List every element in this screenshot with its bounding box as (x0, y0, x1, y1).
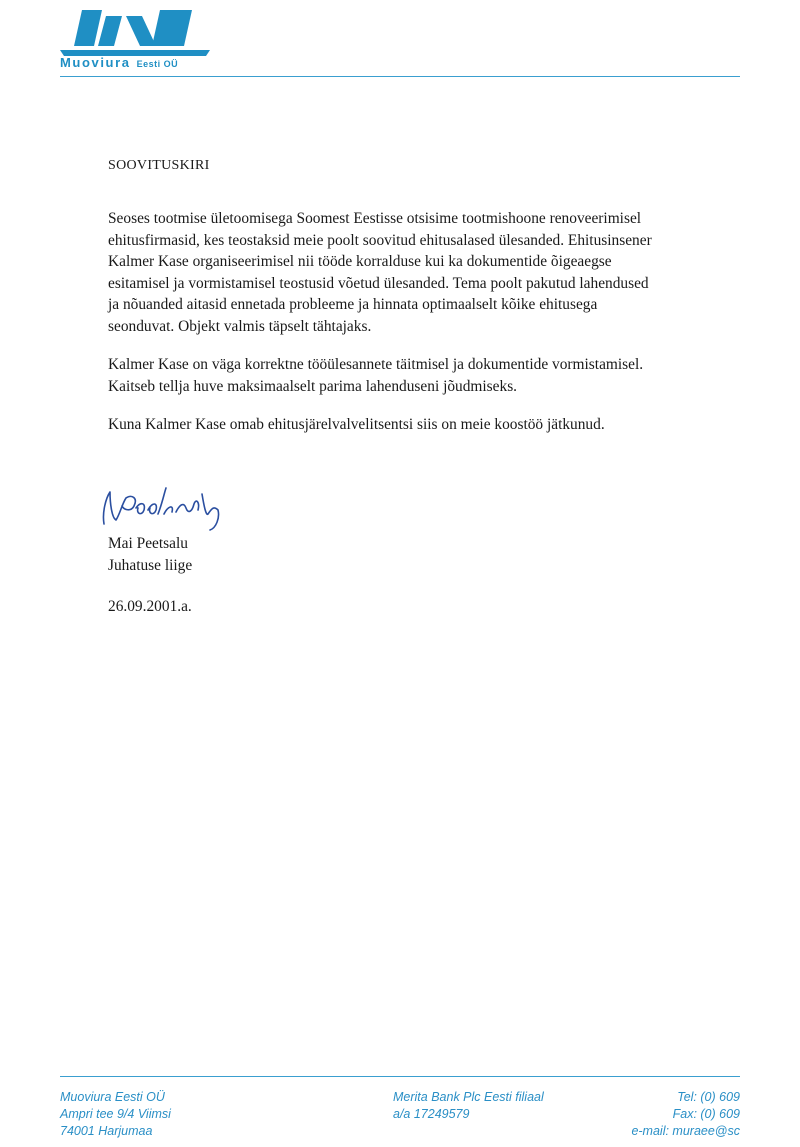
footer-line: Muoviura Eesti OÜ (60, 1090, 165, 1104)
footer-line: Merita Bank Plc Eesti filiaal (393, 1090, 544, 1104)
footer-line: a/a 17249579 (393, 1107, 470, 1121)
paragraph-2 (108, 354, 740, 397)
signer-title: Juhatuse liige (108, 557, 193, 574)
footer-line: Tel: (0) 609 (677, 1090, 740, 1104)
company-logo (60, 6, 210, 58)
footer-rule (60, 1076, 740, 1077)
header-rule (60, 76, 740, 77)
company-wordmark (60, 54, 178, 72)
footer-bank (393, 1089, 544, 1123)
paragraph-line: ja nõuanded aitasid ennetada probleeme ja hinnata optimaalselt kõike ehitusega (108, 296, 598, 314)
company-suffix: Eesti OÜ (136, 59, 179, 69)
paragraph-line: ehitusfirmasid, kes teostaksid meie poolt soovitud ehitusalased ülesanded. Ehitusinsener (108, 231, 652, 249)
paragraph-line: Kalmer Kase on väga korrektne tööülesannete täitmisel ja dokumentide vormistamisel. (108, 356, 644, 373)
company-name: Muoviura (60, 55, 131, 70)
signer-name: Mai Peetsalu (108, 535, 188, 552)
footer-address (60, 1089, 171, 1140)
paragraph-line: Seoses tootmise ületoomisega Soomest Eestisse otsisime tootmishoone renoveerimisel (108, 210, 642, 227)
paragraph-line: Kaitseb tellja huve maksimaalselt parima lahenduseni jõudmiseks. (108, 377, 518, 395)
footer-contact (631, 1089, 740, 1140)
letter-date: 26.09.2001.a. (108, 598, 192, 615)
paragraph-line: Kalmer Kase organiseerimisel nii tööde korralduse kui ka dokumentide õigeaegse (108, 253, 612, 271)
footer-line: Fax: (0) 609 (672, 1107, 740, 1121)
footer-line: e-mail: muraee@sc (631, 1124, 740, 1138)
footer-line: Ampri tee 9/4 Viimsi (60, 1107, 171, 1121)
paragraph-line: seonduvat. Objekt valmis täpselt tähtajaks. (108, 317, 372, 335)
paragraph-line: Kuna Kalmer Kase omab ehitusjärelvalvelitsentsi siis on meie koostöö jätkunud. (108, 416, 605, 433)
paragraph-1 (108, 208, 740, 338)
footer-line: 74001 Harjumaa (60, 1124, 153, 1138)
paragraph-3 (108, 414, 740, 436)
letter-heading: SOOVITUSKIRI (108, 158, 210, 173)
paragraph-line: esitamisel ja vormistamisel teostusid võetud ülesanded. Tema poolt pakutud lahendused (108, 274, 649, 292)
signature-image (98, 484, 228, 534)
